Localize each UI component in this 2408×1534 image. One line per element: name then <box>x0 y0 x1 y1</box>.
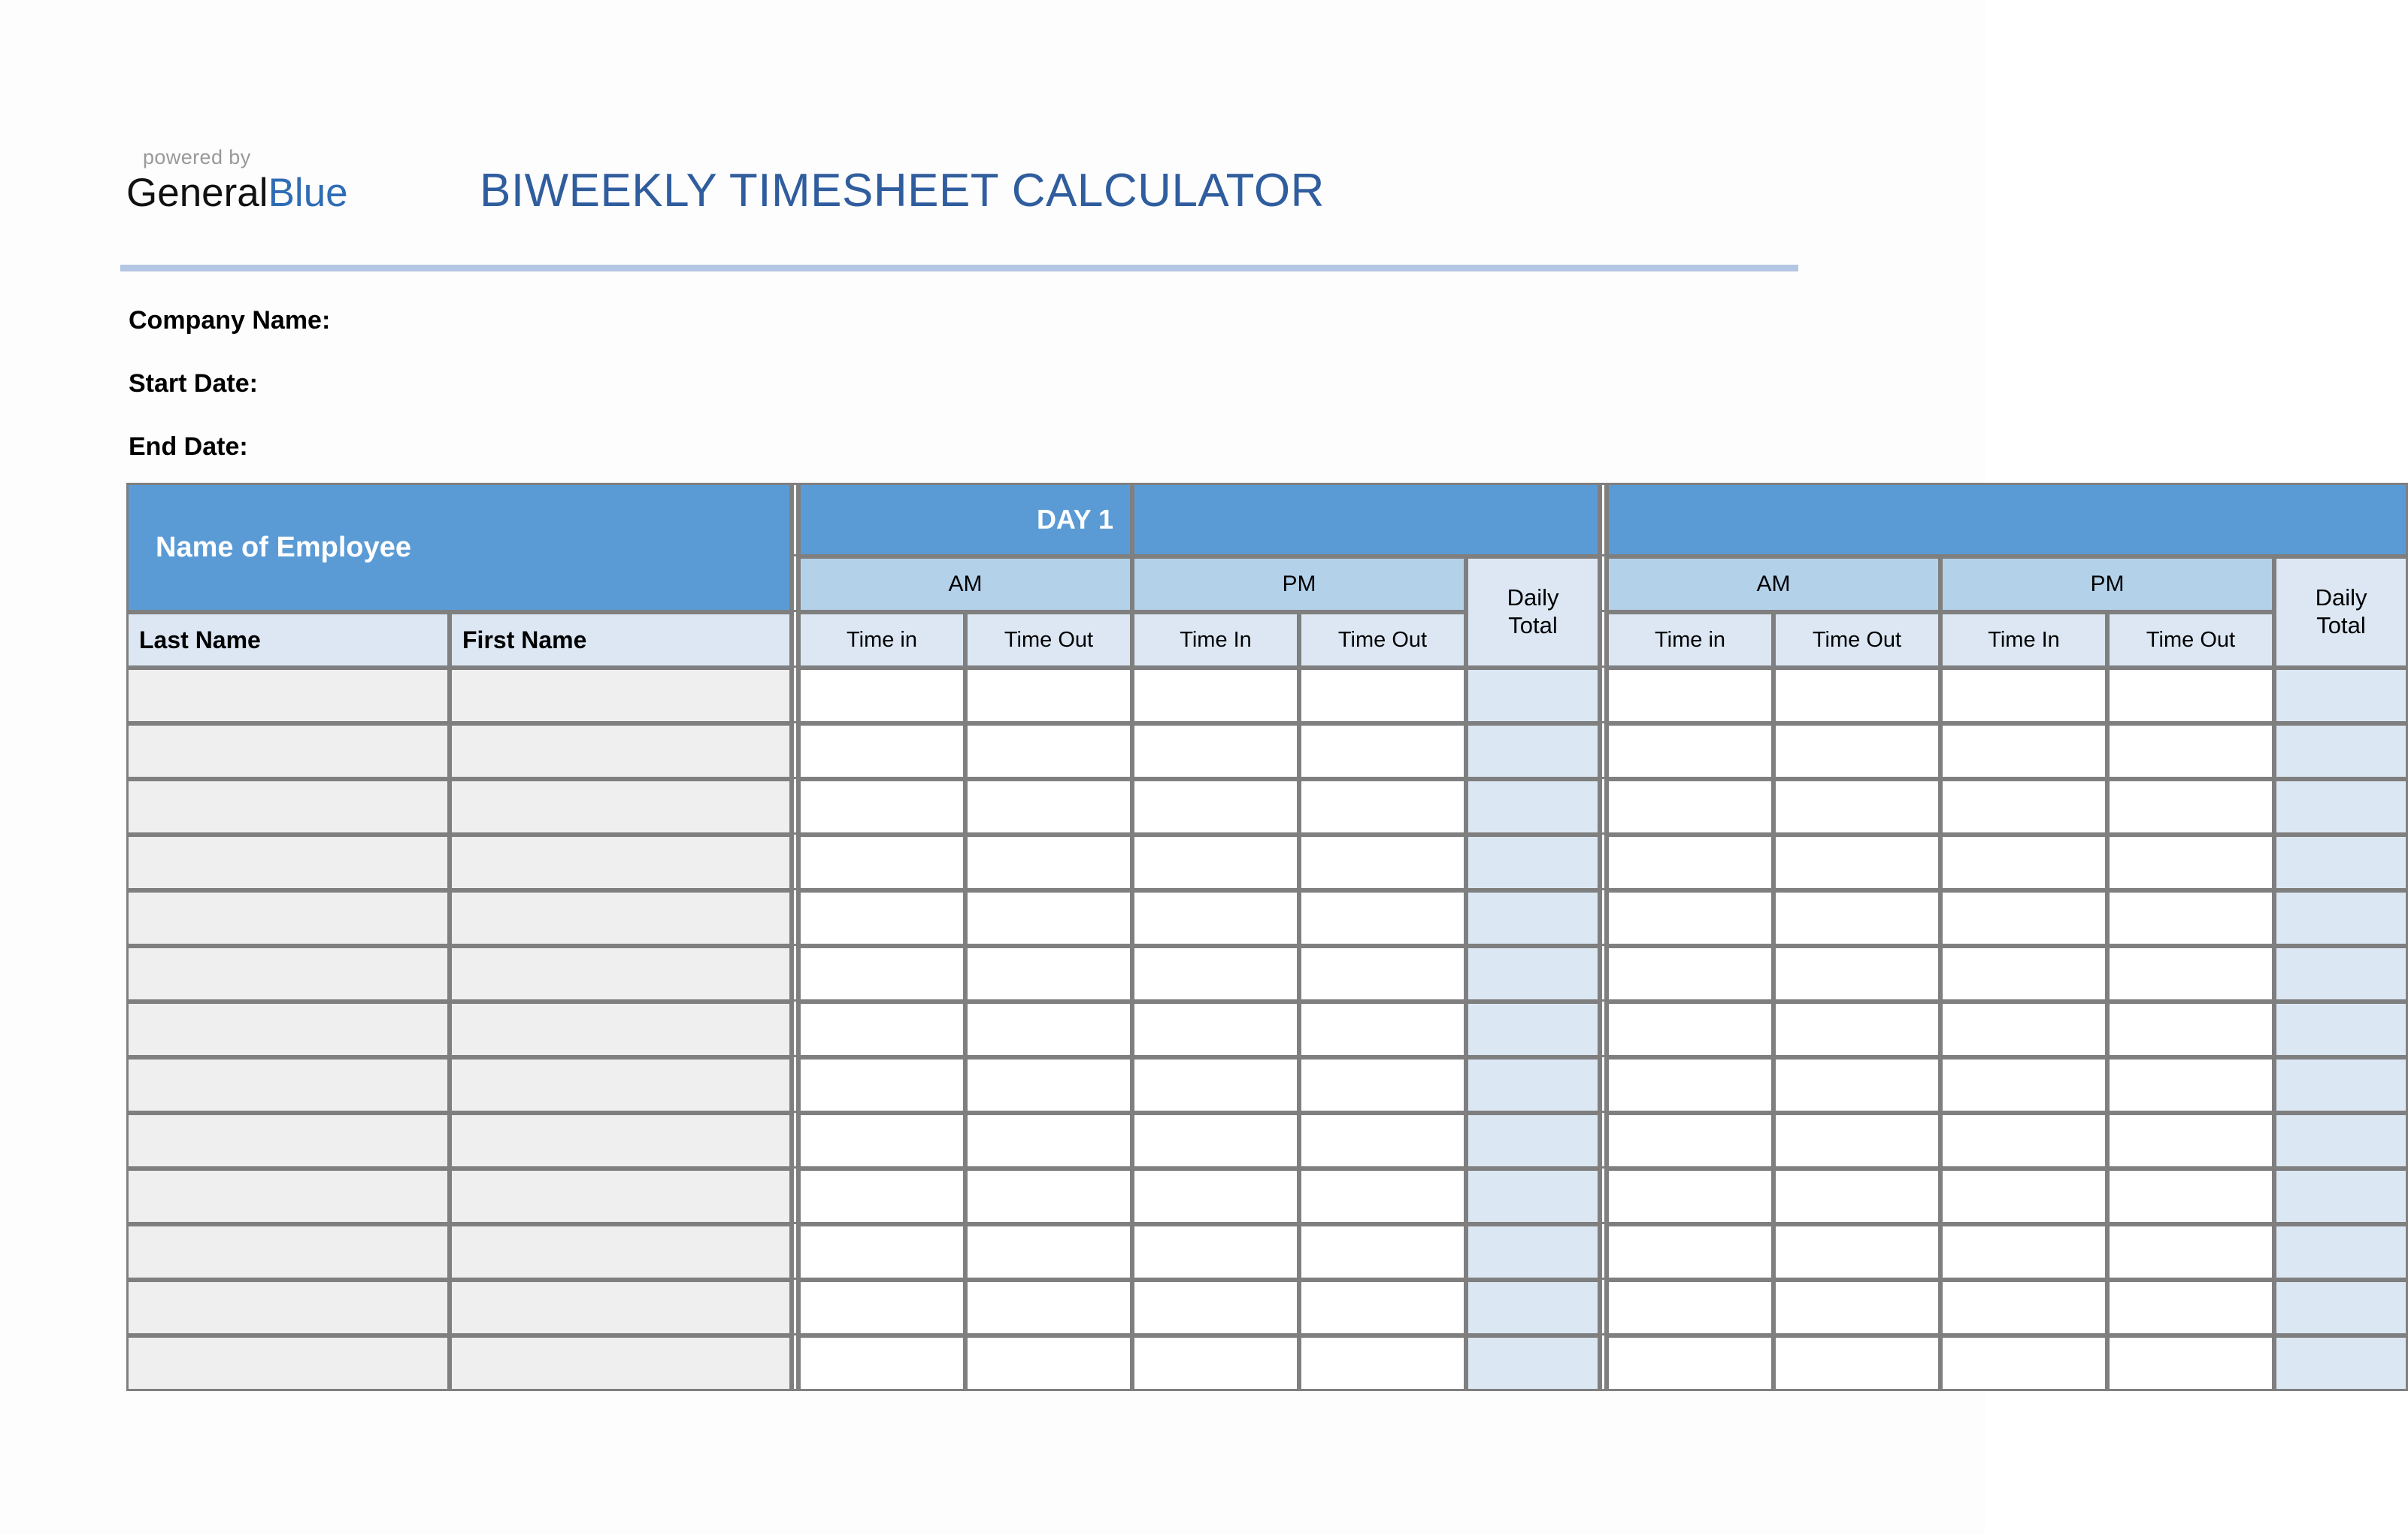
cell-day1-am-time-in[interactable] <box>798 835 965 890</box>
cell-day2-pm-time-in[interactable] <box>1940 723 2107 779</box>
cell-day2-pm-time-in[interactable] <box>1940 1113 2107 1169</box>
cell-last-name[interactable] <box>126 1224 450 1280</box>
cell-day2-pm-time-out[interactable] <box>2107 1057 2274 1113</box>
col-day2-am-time-out: Time Out <box>1773 612 1940 668</box>
cell-day1-pm-time-out[interactable] <box>1299 723 1466 779</box>
group-gutter-2b <box>1600 556 1607 612</box>
timesheet-table-container <box>126 483 2367 1387</box>
cell-day1-am-time-out[interactable] <box>965 1335 1132 1391</box>
table-row <box>126 1057 2408 1113</box>
cell-day2-daily-total[interactable] <box>2274 890 2408 946</box>
group-gutter-1-body <box>792 1169 798 1224</box>
cell-last-name[interactable] <box>126 1335 450 1391</box>
header-row-group <box>126 483 2408 556</box>
col-day1-pm-time-in: Time In <box>1132 612 1299 668</box>
cell-day1-daily-total[interactable] <box>1466 1169 1600 1224</box>
cell-day2-pm-time-out[interactable] <box>2107 1335 2274 1391</box>
table-row <box>126 723 2408 779</box>
cell-day2-daily-total[interactable] <box>2274 1169 2408 1224</box>
page-title: BIWEEKLY TIMESHEET CALCULATOR <box>480 165 1325 217</box>
cell-day2-daily-total[interactable] <box>2274 1057 2408 1113</box>
cell-day2-pm-time-out[interactable] <box>2107 1002 2274 1057</box>
group-gutter-2-body <box>1600 668 1607 723</box>
cell-day2-am-time-out[interactable] <box>1773 1113 1940 1169</box>
cell-day2-am-time-in[interactable] <box>1607 1057 1773 1113</box>
cell-day1-am-time-out[interactable] <box>965 1113 1132 1169</box>
cell-day1-am-time-out[interactable] <box>965 668 1132 723</box>
cell-last-name[interactable] <box>126 946 450 1002</box>
cell-last-name[interactable] <box>126 779 450 835</box>
cell-first-name[interactable] <box>450 1113 792 1169</box>
cell-day2-am-time-out[interactable] <box>1773 668 1940 723</box>
cell-day1-daily-total[interactable] <box>1466 1057 1600 1113</box>
cell-last-name[interactable] <box>126 723 450 779</box>
cell-day1-am-time-out[interactable] <box>965 946 1132 1002</box>
cell-day1-pm-time-in[interactable] <box>1132 1169 1299 1224</box>
daily-total-line2: Total <box>2316 612 2366 638</box>
cell-day1-pm-time-out[interactable] <box>1299 1280 1466 1335</box>
group-gutter-1b <box>792 556 798 612</box>
cell-day2-pm-time-out[interactable] <box>2107 779 2274 835</box>
cell-first-name[interactable] <box>450 1169 792 1224</box>
group-gutter-1-body <box>792 1280 798 1335</box>
brand-name-general: General <box>126 171 268 215</box>
cell-day1-am-time-in[interactable] <box>798 946 965 1002</box>
cell-last-name[interactable] <box>126 1057 450 1113</box>
cell-day2-am-time-out[interactable] <box>1773 1057 1940 1113</box>
cell-day2-daily-total[interactable] <box>2274 779 2408 835</box>
col-day2-pm-time-out: Time Out <box>2107 612 2274 668</box>
cell-day2-am-time-out[interactable] <box>1773 723 1940 779</box>
cell-day2-am-time-in[interactable] <box>1607 779 1773 835</box>
cell-last-name[interactable] <box>126 1113 450 1169</box>
cell-day2-pm-time-out[interactable] <box>2107 1280 2274 1335</box>
cell-day1-am-time-out[interactable] <box>965 1280 1132 1335</box>
cell-day2-pm-time-in[interactable] <box>1940 1335 2107 1391</box>
cell-day1-pm-time-in[interactable] <box>1132 1224 1299 1280</box>
group-gutter-2-body <box>1600 835 1607 890</box>
cell-day1-am-time-out[interactable] <box>965 1169 1132 1224</box>
cell-day2-daily-total[interactable] <box>2274 1224 2408 1280</box>
cell-first-name[interactable] <box>450 1335 792 1391</box>
cell-day1-daily-total[interactable] <box>1466 1002 1600 1057</box>
day2-blank-header <box>1607 483 2408 556</box>
cell-day2-daily-total[interactable] <box>2274 1002 2408 1057</box>
cell-day2-am-time-in[interactable] <box>1607 835 1773 890</box>
day2-am-header: AM <box>1607 556 1940 612</box>
start-date-label: Start Date: <box>129 369 258 398</box>
cell-first-name[interactable] <box>450 1224 792 1280</box>
col-day2-am-time-in: Time in <box>1607 612 1773 668</box>
group-gutter-1-body <box>792 1002 798 1057</box>
cell-first-name[interactable] <box>450 835 792 890</box>
table-row <box>126 779 2408 835</box>
cell-day2-daily-total[interactable] <box>2274 1280 2408 1335</box>
cell-day2-pm-time-in[interactable] <box>1940 779 2107 835</box>
group-gutter-2-body <box>1600 779 1607 835</box>
col-first-name: First Name <box>450 612 792 668</box>
day1-pm-header: PM <box>1132 556 1466 612</box>
cell-day2-am-time-in[interactable] <box>1607 668 1773 723</box>
group-gutter-2-body <box>1600 1169 1607 1224</box>
cell-day1-pm-time-in[interactable] <box>1132 1057 1299 1113</box>
cell-day1-am-time-in[interactable] <box>798 1113 965 1169</box>
brand-logo <box>126 147 427 214</box>
cell-day1-daily-total[interactable] <box>1466 1113 1600 1169</box>
cell-day1-pm-time-in[interactable] <box>1132 1280 1299 1335</box>
table-header <box>126 483 2408 668</box>
timesheet-table <box>126 483 2408 1391</box>
col-last-name: Last Name <box>126 612 450 668</box>
cell-day1-pm-time-out[interactable] <box>1299 668 1466 723</box>
cell-day2-pm-time-in[interactable] <box>1940 668 2107 723</box>
table-row <box>126 1280 2408 1335</box>
cell-day2-pm-time-in[interactable] <box>1940 1224 2107 1280</box>
cell-day2-pm-time-in[interactable] <box>1940 946 2107 1002</box>
cell-last-name[interactable] <box>126 1002 450 1057</box>
cell-day1-am-time-in[interactable] <box>798 779 965 835</box>
cell-day1-am-time-in[interactable] <box>798 1280 965 1335</box>
cell-day1-pm-time-in[interactable] <box>1132 1113 1299 1169</box>
cell-day2-pm-time-in[interactable] <box>1940 1280 2107 1335</box>
cell-day2-pm-time-out[interactable] <box>2107 723 2274 779</box>
cell-day1-am-time-in[interactable] <box>798 1002 965 1057</box>
cell-day1-am-time-out[interactable] <box>965 723 1132 779</box>
group-gutter-1-body <box>792 1113 798 1169</box>
cell-first-name[interactable] <box>450 779 792 835</box>
cell-day2-pm-time-out[interactable] <box>2107 946 2274 1002</box>
cell-first-name[interactable] <box>450 946 792 1002</box>
cell-first-name[interactable] <box>450 1280 792 1335</box>
cell-first-name[interactable] <box>450 890 792 946</box>
daily-total-line1: Daily <box>2315 584 2367 611</box>
cell-day2-daily-total[interactable] <box>2274 723 2408 779</box>
cell-day2-pm-time-out[interactable] <box>2107 1224 2274 1280</box>
group-gutter-1-body <box>792 835 798 890</box>
group-gutter-1-body <box>792 890 798 946</box>
cell-day2-daily-total[interactable] <box>2274 1113 2408 1169</box>
cell-day2-am-time-out[interactable] <box>1773 779 1940 835</box>
group-gutter-2-body <box>1600 1280 1607 1335</box>
cell-last-name[interactable] <box>126 1280 450 1335</box>
cell-day1-pm-time-in[interactable] <box>1132 890 1299 946</box>
group-gutter-1-body <box>792 668 798 723</box>
cell-day1-pm-time-in[interactable] <box>1132 779 1299 835</box>
cell-day2-am-time-in[interactable] <box>1607 1002 1773 1057</box>
cell-last-name[interactable] <box>126 668 450 723</box>
cell-day1-am-time-in[interactable] <box>798 723 965 779</box>
cell-day1-daily-total[interactable] <box>1466 1335 1600 1391</box>
header-divider <box>120 265 1798 271</box>
cell-day1-am-time-out[interactable] <box>965 1224 1132 1280</box>
cell-first-name[interactable] <box>450 668 792 723</box>
cell-day2-am-time-out[interactable] <box>1773 835 1940 890</box>
cell-day1-am-time-in[interactable] <box>798 1335 965 1391</box>
header-row-columns <box>126 612 2408 668</box>
cell-day2-pm-time-out[interactable] <box>2107 1113 2274 1169</box>
cell-day1-am-time-out[interactable] <box>965 779 1132 835</box>
cell-day1-pm-time-out[interactable] <box>1299 890 1466 946</box>
cell-day1-am-time-out[interactable] <box>965 835 1132 890</box>
company-name-label: Company Name: <box>129 306 331 335</box>
table-row <box>126 1169 2408 1224</box>
cell-day2-am-time-out[interactable] <box>1773 1002 1940 1057</box>
end-date-label: End Date: <box>129 432 248 461</box>
cell-day2-am-time-out[interactable] <box>1773 946 1940 1002</box>
cell-day2-daily-total[interactable] <box>2274 1335 2408 1391</box>
cell-day2-pm-time-out[interactable] <box>2107 835 2274 890</box>
col-day1-am-time-in: Time in <box>798 612 965 668</box>
employee-group-header: Name of Employee <box>126 483 792 612</box>
cell-last-name[interactable] <box>126 890 450 946</box>
cell-day1-pm-time-out[interactable] <box>1299 1224 1466 1280</box>
cell-day1-am-time-out[interactable] <box>965 1057 1132 1113</box>
cell-day2-pm-time-out[interactable] <box>2107 1169 2274 1224</box>
brand-name <box>126 172 427 214</box>
cell-day1-daily-total[interactable] <box>1466 723 1600 779</box>
meta-fields <box>129 298 330 487</box>
col-day1-am-time-out: Time Out <box>965 612 1132 668</box>
cell-day2-pm-time-out[interactable] <box>2107 668 2274 723</box>
cell-day1-daily-total[interactable] <box>1466 835 1600 890</box>
cell-day1-daily-total[interactable] <box>1466 1280 1600 1335</box>
table-row <box>126 1335 2408 1391</box>
day2-pm-header: PM <box>1940 556 2274 612</box>
cell-day2-daily-total[interactable] <box>2274 946 2408 1002</box>
cell-day1-daily-total[interactable] <box>1466 1224 1600 1280</box>
group-gutter-1-body <box>792 1057 798 1113</box>
cell-day1-pm-time-in[interactable] <box>1132 1002 1299 1057</box>
group-gutter-2-body <box>1600 723 1607 779</box>
brand-powered-by-label: powered by <box>143 146 251 168</box>
cell-day2-am-time-out[interactable] <box>1773 1169 1940 1224</box>
group-gutter-2-body <box>1600 1224 1607 1280</box>
group-gutter-1-body <box>792 1224 798 1280</box>
day1-daily-total-header <box>1466 556 1600 668</box>
cell-day1-daily-total[interactable] <box>1466 779 1600 835</box>
col-day2-pm-time-in: Time In <box>1940 612 2107 668</box>
cell-day1-pm-time-in[interactable] <box>1132 668 1299 723</box>
cell-day1-pm-time-out[interactable] <box>1299 1057 1466 1113</box>
table-body <box>126 668 2408 1391</box>
daily-total-line2: Total <box>1508 612 1558 638</box>
cell-day2-am-time-in[interactable] <box>1607 1169 1773 1224</box>
group-gutter-1-body <box>792 779 798 835</box>
cell-day2-am-time-in[interactable] <box>1607 890 1773 946</box>
cell-day2-daily-total[interactable] <box>2274 668 2408 723</box>
cell-day2-am-time-in[interactable] <box>1607 1335 1773 1391</box>
cell-day1-pm-time-out[interactable] <box>1299 1169 1466 1224</box>
brand-name-blue: Blue <box>268 171 348 215</box>
group-gutter-1-body <box>792 946 798 1002</box>
cell-day2-pm-time-in[interactable] <box>1940 890 2107 946</box>
cell-day1-pm-time-out[interactable] <box>1299 1002 1466 1057</box>
day2-daily-total-header <box>2274 556 2408 668</box>
cell-day2-pm-time-in[interactable] <box>1940 1169 2107 1224</box>
table-row <box>126 668 2408 723</box>
cell-day1-daily-total[interactable] <box>1466 668 1600 723</box>
cell-day2-pm-time-out[interactable] <box>2107 890 2274 946</box>
group-gutter-1-body <box>792 1335 798 1391</box>
cell-day2-am-time-in[interactable] <box>1607 946 1773 1002</box>
cell-day1-am-time-in[interactable] <box>798 1169 965 1224</box>
cell-day1-pm-time-in[interactable] <box>1132 723 1299 779</box>
cell-day2-am-time-in[interactable] <box>1607 723 1773 779</box>
cell-day2-am-time-out[interactable] <box>1773 890 1940 946</box>
group-gutter-2c <box>1600 612 1607 668</box>
group-gutter-1c <box>792 612 798 668</box>
cell-day1-am-time-in[interactable] <box>798 890 965 946</box>
table-row <box>126 835 2408 890</box>
group-gutter-2-body <box>1600 946 1607 1002</box>
cell-first-name[interactable] <box>450 1002 792 1057</box>
col-day1-pm-time-out: Time Out <box>1299 612 1466 668</box>
document-header <box>126 147 1804 259</box>
day1-am-header: AM <box>798 556 1132 612</box>
table-row <box>126 890 2408 946</box>
cell-day2-pm-time-in[interactable] <box>1940 835 2107 890</box>
cell-day1-am-time-in[interactable] <box>798 668 965 723</box>
group-gutter-2-body <box>1600 1002 1607 1057</box>
cell-day2-am-time-in[interactable] <box>1607 1224 1773 1280</box>
cell-day2-pm-time-in[interactable] <box>1940 1057 2107 1113</box>
cell-day2-am-time-out[interactable] <box>1773 1224 1940 1280</box>
table-row <box>126 946 2408 1002</box>
day1-label-header: DAY 1 <box>798 483 1132 556</box>
cell-day2-daily-total[interactable] <box>2274 835 2408 890</box>
group-gutter-1-body <box>792 723 798 779</box>
cell-day2-am-time-out[interactable] <box>1773 1335 1940 1391</box>
cell-day1-pm-time-out[interactable] <box>1299 835 1466 890</box>
daily-total-line1: Daily <box>1507 584 1559 611</box>
cell-day1-pm-time-in[interactable] <box>1132 835 1299 890</box>
cell-day2-am-time-out[interactable] <box>1773 1280 1940 1335</box>
cell-first-name[interactable] <box>450 1057 792 1113</box>
cell-day1-pm-time-out[interactable] <box>1299 779 1466 835</box>
group-gutter-1 <box>792 483 798 556</box>
cell-day2-pm-time-in[interactable] <box>1940 1002 2107 1057</box>
cell-day1-am-time-in[interactable] <box>798 1057 965 1113</box>
group-gutter-2-body <box>1600 1057 1607 1113</box>
cell-day1-am-time-out[interactable] <box>965 890 1132 946</box>
cell-day1-pm-time-in[interactable] <box>1132 1335 1299 1391</box>
cell-day1-am-time-in[interactable] <box>798 1224 965 1280</box>
cell-day1-am-time-out[interactable] <box>965 1002 1132 1057</box>
cell-day1-pm-time-out[interactable] <box>1299 946 1466 1002</box>
group-gutter-2-body <box>1600 1113 1607 1169</box>
table-row <box>126 1113 2408 1169</box>
table-row <box>126 1224 2408 1280</box>
cell-day1-pm-time-in[interactable] <box>1132 946 1299 1002</box>
cell-first-name[interactable] <box>450 723 792 779</box>
cell-day1-daily-total[interactable] <box>1466 946 1600 1002</box>
cell-day1-pm-time-out[interactable] <box>1299 1335 1466 1391</box>
cell-last-name[interactable] <box>126 1169 450 1224</box>
cell-day2-am-time-in[interactable] <box>1607 1113 1773 1169</box>
cell-last-name[interactable] <box>126 835 450 890</box>
group-gutter-2-body <box>1600 1335 1607 1391</box>
cell-day1-pm-time-out[interactable] <box>1299 1113 1466 1169</box>
cell-day1-daily-total[interactable] <box>1466 890 1600 946</box>
group-gutter-2 <box>1600 483 1607 556</box>
day1-blank-header <box>1132 483 1600 556</box>
cell-day2-am-time-in[interactable] <box>1607 1280 1773 1335</box>
table-row <box>126 1002 2408 1057</box>
group-gutter-2-body <box>1600 890 1607 946</box>
